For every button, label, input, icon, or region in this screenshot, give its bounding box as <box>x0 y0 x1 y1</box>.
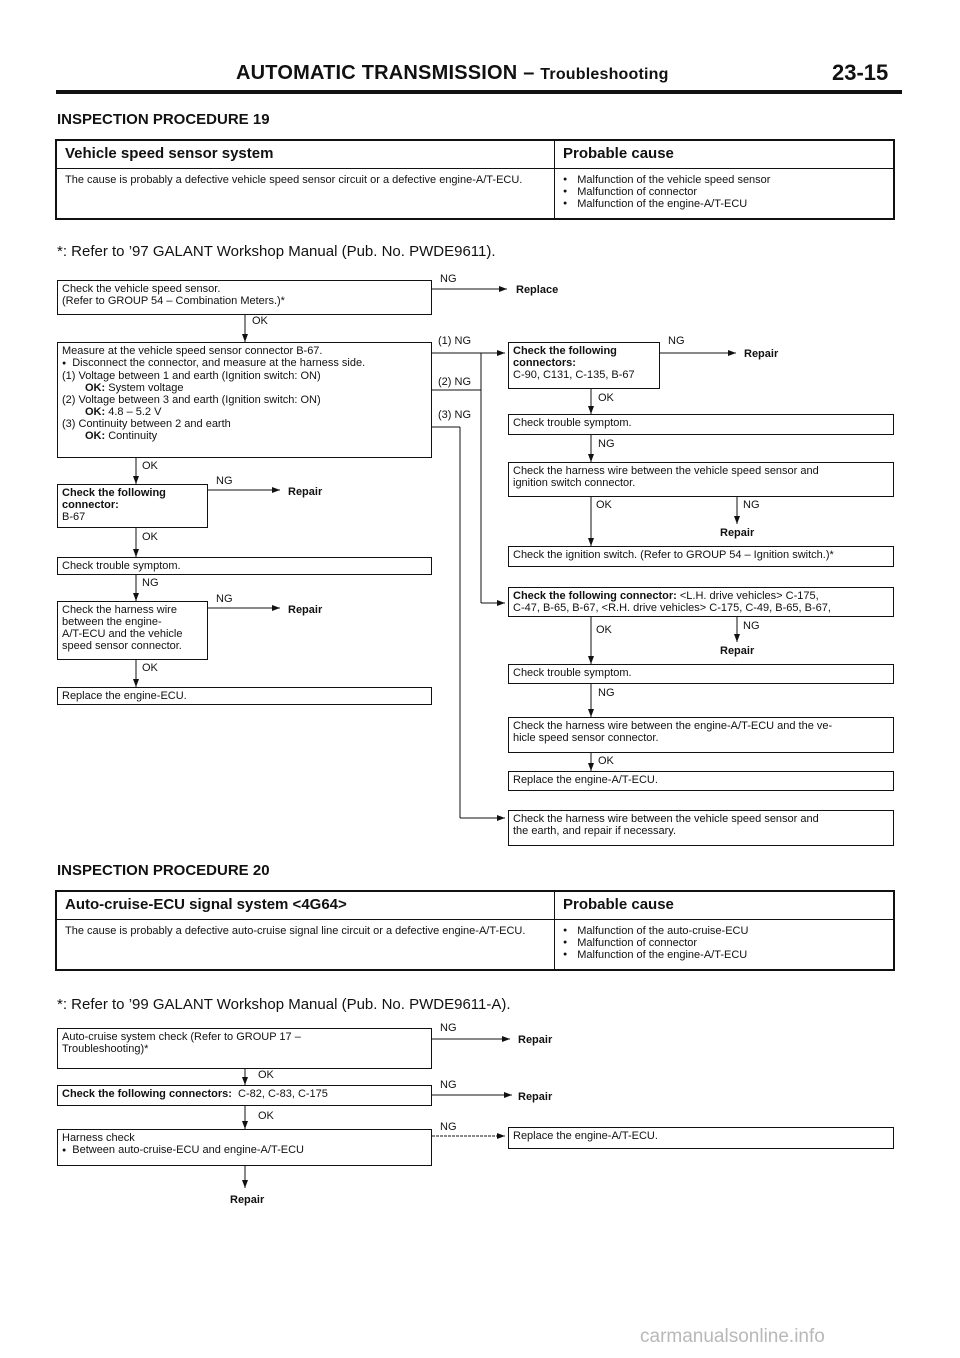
ng-label: NG <box>598 687 615 699</box>
flow-box-check-ignition-switch: Check the ignition switch. (Refer to GROUP 54 – Ignition switch.)* <box>508 546 894 567</box>
flow-box-check-trouble-symptom: Check trouble symptom. <box>57 557 432 575</box>
cause-item: ● Malfunction of the vehicle speed sensor <box>563 174 885 186</box>
result-repair: Repair <box>288 486 323 498</box>
flow-box-check-harness-ecu-sensor-r: Check the harness wire between the engine-A/T-ECU and the ve- hicle speed sensor connector. <box>508 717 894 753</box>
ok-label: OK <box>142 460 158 472</box>
ok-label: OK <box>596 499 612 511</box>
flow-box-check-trouble-symptom-r2: Check trouble symptom. <box>508 664 894 684</box>
ok-label: OK <box>596 624 612 636</box>
proc20-title: INSPECTION PROCEDURE 20 <box>57 862 270 879</box>
flow-box-replace-engine-at-ecu-p20: Replace the engine-A/T-ECU. <box>508 1127 894 1149</box>
page-number: 23-15 <box>832 60 889 85</box>
result-repair: Repair <box>720 645 755 657</box>
proc19-table-left-header: Vehicle speed sensor system <box>57 141 554 169</box>
cause-item: ● Malfunction of the auto-cruise-ECU <box>563 925 885 937</box>
ok-label: OK <box>598 392 614 404</box>
flow-box-check-speed-sensor: Check the vehicle speed sensor. (Refer to GROUP 54 – Combination Meters.)* <box>57 280 432 315</box>
ok-label: OK <box>252 315 268 327</box>
ng2-label: (2) NG <box>438 376 471 388</box>
header-subtitle: Troubleshooting <box>540 66 669 83</box>
ng-label: NG <box>598 438 615 450</box>
ng-label: NG <box>440 1079 457 1091</box>
proc19-table-description: The cause is probably a defective vehicle speed sensor circuit or a defective engine-A/T-ECU. <box>65 174 523 186</box>
flow-box-replace-engine-at-ecu: Replace the engine-A/T-ECU. <box>508 771 894 791</box>
ng1-label: (1) NG <box>438 335 471 347</box>
cause-item: ● Malfunction of connector <box>563 186 885 198</box>
cause-item: ● Malfunction of the engine-A/T-ECU <box>563 198 885 210</box>
ng-label: NG <box>743 499 760 511</box>
flow-box-check-connectors: Check the following connectors: C-90, C131, C-135, B-67 <box>508 342 660 389</box>
header-title: AUTOMATIC TRANSMISSION – Troubleshooting <box>236 62 669 84</box>
ng-label: NG <box>743 620 760 632</box>
flow-box-check-harness-sensor-earth: Check the harness wire between the vehicle speed sensor and the earth, and repair if necessary. <box>508 810 894 846</box>
flow-box-check-harness-ecu-sensor: Check the harness wire between the engine- A/T-ECU and the vehicle speed sensor connector. <box>57 601 208 660</box>
ng3-label: (3) NG <box>438 409 471 421</box>
proc19-reference-note: *: Refer to ’97 GALANT Workshop Manual (Pub. No. PWDE9611). <box>57 243 496 260</box>
result-repair: Repair <box>518 1034 553 1046</box>
proc19-title: INSPECTION PROCEDURE 19 <box>57 111 270 128</box>
watermark: carmanualsonline.info <box>640 1326 825 1347</box>
proc20-table-causes <box>555 920 893 966</box>
ok-label: OK <box>142 531 158 543</box>
result-repair: Repair <box>744 348 779 360</box>
cause-item: ● Malfunction of the engine-A/T-ECU <box>563 949 885 961</box>
result-repair: Repair <box>288 604 323 616</box>
flow-box-harness-check: Harness check ● Between auto-cruise-ECU and engine-A/T-ECU <box>57 1129 432 1166</box>
proc20-reference-note: *: Refer to ’99 GALANT Workshop Manual (Pub. No. PWDE9611-A). <box>57 996 511 1013</box>
result-repair: Repair <box>720 527 755 539</box>
proc20-table-left-header: Auto-cruise-ECU signal system <4G64> <box>57 892 554 920</box>
flow-box-check-connectors-c82: Check the following connectors: C-82, C-83, C-175 <box>57 1085 432 1106</box>
flow-box-check-trouble-symptom-r: Check trouble symptom. <box>508 414 894 435</box>
ok-label: OK <box>142 662 158 674</box>
ng-label: NG <box>440 273 457 285</box>
ok-label: OK <box>598 755 614 767</box>
flow-box-measure-connector-b67: Measure at the vehicle speed sensor connector B-67. ● Disconnect the connector, and measure at the harness side. (1) Voltage between 1 and earth (Ignition switch: ON) OK: System voltage (2) Voltage between 3 and earth (Ignition switch: ON) OK: 4.8 – 5.2 V (3) Continuity between 2 and earth OK: Continuity <box>57 342 432 458</box>
ng-label: NG <box>216 593 233 605</box>
proc19-table-right-header: Probable cause <box>555 141 893 169</box>
cause-item: ● Malfunction of connector <box>563 937 885 949</box>
ng-label: NG <box>440 1022 457 1034</box>
proc20-table-description: The cause is probably a defective auto-cruise signal line circuit or a defective engine-A/T-ECU. <box>65 925 526 937</box>
ng-label: NG <box>440 1121 457 1133</box>
result-replace: Replace <box>516 284 559 296</box>
ng-label: NG <box>216 475 233 487</box>
ng-label: NG <box>668 335 685 347</box>
flow-box-check-harness-sensor-ignition: Check the harness wire between the vehicle speed sensor and ignition switch connector. <box>508 462 894 497</box>
ok-label: OK <box>258 1110 274 1122</box>
flow-box-check-connector-list: Check the following connector: <L.H. drive vehicles> C-175, C-47, B-65, B-67, <R.H. drive vehicles> C-175, C-49, B-65, B-67, <box>508 587 894 617</box>
proc20-cause-table <box>55 890 895 971</box>
flow-box-replace-engine-ecu: Replace the engine-ECU. <box>57 687 432 705</box>
result-repair: Repair <box>230 1194 265 1206</box>
ng-label: NG <box>142 577 159 589</box>
proc20-table-right-header: Probable cause <box>555 892 893 920</box>
flow-box-check-connector-b67: Check the following connector: B-67 <box>57 484 208 528</box>
ok-label: OK <box>258 1069 274 1081</box>
result-repair: Repair <box>518 1091 553 1103</box>
flow-box-auto-cruise-check: Auto-cruise system check (Refer to GROUP 17 – Troubleshooting)* <box>57 1028 432 1069</box>
